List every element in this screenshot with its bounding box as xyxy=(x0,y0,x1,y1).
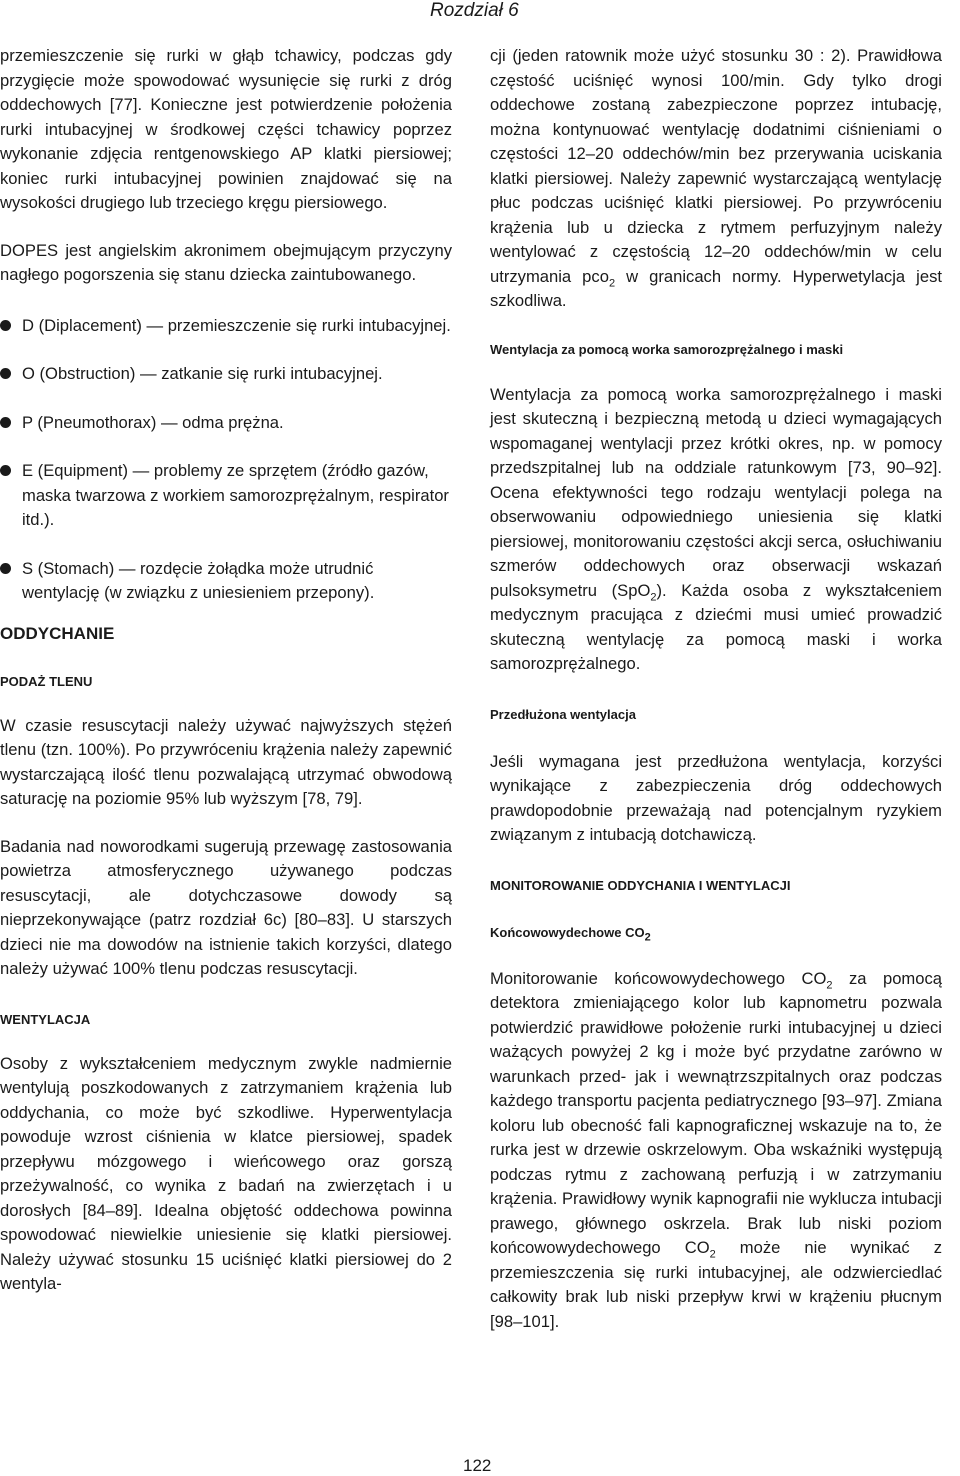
left-column xyxy=(0,44,452,1297)
heading-monitoring: MONITOROWANIE ODDYCHANIA I WENTYLACJI xyxy=(490,877,791,893)
paragraph-intubation-position: przemieszczenie się rurki w głąb tchawicy, podczas gdy przygięcie może spowodować wysunięcie się rurki z dróg oddechowych [77]. Konieczne jest potwierdzenie położenia rurki intubacyjnej w środkowej części tchawicy poprzez wykonanie zdjęcia rentgenowskiego AP klatki piersiowej; koniec rurki intubacyjnej powinien znajdować się na wysokości drugiego lub trzeciego kręgu piersiowego. xyxy=(0,46,452,212)
paragraph-newborns: Badania nad noworodkami sugerują przewagę zastosowania powietrza atmosferycznego używanego podczas resuscytacji, ale dotychczasowe dowody są nieprzekonywające (patrz rozdział 6c) [80–83]. U starszych dzieci nie ma dowodów na istnienie takich korzyści, dlatego należy używać 100% tlenu podczas resuscytacji. xyxy=(0,836,452,978)
heading-etco2: Końcowowydechowe $CO_2$ xyxy=(490,924,651,944)
bullet-icon xyxy=(0,320,11,331)
list-item: E (Equipment) — problemy ze sprzętem (źródło gazów, maska twarzowa z workiem samorozprężalnym, respirator itd.). xyxy=(0,459,452,533)
bullet-icon xyxy=(0,465,11,476)
bullet-icon xyxy=(0,368,11,379)
paragraph-ventilation-cont: cji (jeden ratownik może użyć stosunku 30 : 2). Prawidłowa częstość uciśnięć wynosi 100/min. Gdy tylko drogi oddechowe zostaną zabezpieczone poprzez intubację, można kontynuować wentylację dodatnimi ciśnieniami o częstości 12–20 oddechów/min bez przerywania uciskania klatki piersiowej. Należy zapewnić wystarczającą wentylację płuc podczas uciśnięć klatki piersiowej. Po przywróceniu krążenia lub u dziecka z rytmem perfuzyjnym należy wentylować z częstością 12–20 oddechów/min w celu utrzymania pco$_2$ w granicach normy. Hyperwetylacja jest szkodliwa. xyxy=(490,46,942,310)
paragraph-prolonged: Jeśli wymagana jest przedłużona wentylacja, korzyści wynikające z zabezpieczenia dróg oddechowych prawdopodobnie przeważają nad potencjalnym ryzykiem związanym z intubacją dotchawiczą. xyxy=(490,751,942,844)
heading-wentylacja: WENTYLACJA xyxy=(0,1011,91,1027)
chapter-header: Rozdział 6 xyxy=(430,0,519,21)
paragraph-dopes-intro: DOPES jest angielskim akronimem obejmującym przyczyny nagłego pogorszenia się stanu dziecka zaintubowanego. xyxy=(0,240,452,284)
heading-oddychanie: ODDYCHANIE xyxy=(0,623,115,643)
list-item: D (Diplacement) — przemieszczenie się rurki intubacyjnej. xyxy=(0,314,452,339)
list-item: S (Stomach) — rozdęcie żołądka może utrudnić wentylację (w związku z uniesieniem przepony). xyxy=(0,557,452,606)
paragraph-bag-mask: Wentylacja za pomocą worka samorozprężalnego i maski jest skuteczną i bezpieczną metodą u dzieci wymagających wspomaganej wentylacji przez krótki okres, np. w pomocy przedszpitalnej lub na oddziale ratunkowym [73, 90–92]. Ocena efektywności tego rodzaju wentylacji polega na obserwowaniu odpowiedniego uniesienia się klatki piersiowej, monitorowaniu częstości akcji serca, osłuchiwaniu szmerów oddechowych oraz obserwacji wskazań pulsoksymetru (SpO$_2$). Każda osoba z wykształceniem medycznym pracująca z dziećmi musi umieć prowadzić skuteczną wentylację za pomocą maski i worka samorozprężalnego. xyxy=(490,384,942,673)
heading-prolonged-ventilation: Przedłużona wentylacja xyxy=(490,706,636,722)
list-item: O (Obstruction) — zatkanie się rurki intubacyjnej. xyxy=(0,362,452,387)
right-column xyxy=(490,44,942,1334)
heading-bag-mask: Wentylacja za pomocą worka samorozprężalnego i maski xyxy=(490,341,844,357)
paragraph-ventilation: Osoby z wykształceniem medycznym zwykle nadmiernie wentylują poszkodowanych z zatrzymaniem krążenia lub oddychania, co może być szkodliwe. Hyperwentylacja powoduje wzrost ciśnienia w klatce piersiowej, spadek przepływu mózgowego i wieńcowego oraz gorszą przeżywalność, co wynika z badań na zwierzętach i u dorosłych [84–89]. Idealna objętość oddechowa powinna spowodować niewielkie uniesienie się klatki piersiowej. Należy używać stosunku 15 uciśnięć klatki piersiowej do 2 wentyla- xyxy=(0,1053,452,1293)
dopes-list xyxy=(0,314,452,606)
page-number: 122 xyxy=(463,1456,492,1475)
bullet-icon xyxy=(0,417,11,428)
list-item: P (Pneumothorax) — odma prężna. xyxy=(0,411,452,436)
heading-podaz-tlenu: PODAŻ TLENU xyxy=(0,673,93,689)
paragraph-etco2: Monitorowanie końcowowydechowego $CO_2$ za pomocą detektora zmieniającego kolor lub kapnometru pozwala potwierdzić prawidłowe położenie rurki intubacyjnej u dzieci ważących powyżej 2 kg i może być przydatne zarówno w warunkach przed- jak i wewnątrzszpitalnych oraz podczas każdego transportu pacjenta pediatrycznego [93–97]. Zmiana koloru lub obecność fali kapnograficznej wskazuje na to, że rurka jest w drzewie oskrzelowym. Oba wskaźniki występują podczas rytmu z zachowaną perfuzją i w zatrzymaniu krążenia. Prawidłowy wynik kapnografii nie wyklucza intubacji prawego, głównego oskrzela. Brak lub niski poziom końcowowydechowego $CO_2$ może nie wynikać z przemieszczenia się rurki intubacyjnej, ale odzwierciedlać całkowity brak lub niski przepływ krwi w krążeniu płucnym [98–101]. xyxy=(490,968,942,1331)
paragraph-oxygen: W czasie resuscytacji należy używać najwyższych stężeń tlenu (tzn. 100%). Po przywróceniu krążenia należy zapewnić wystarczającą ilość tlenu pozwalającą utrzymać obwodową saturację na poziomie 95% lub wyższym [78, 79]. xyxy=(0,715,452,808)
bullet-icon xyxy=(0,563,11,574)
